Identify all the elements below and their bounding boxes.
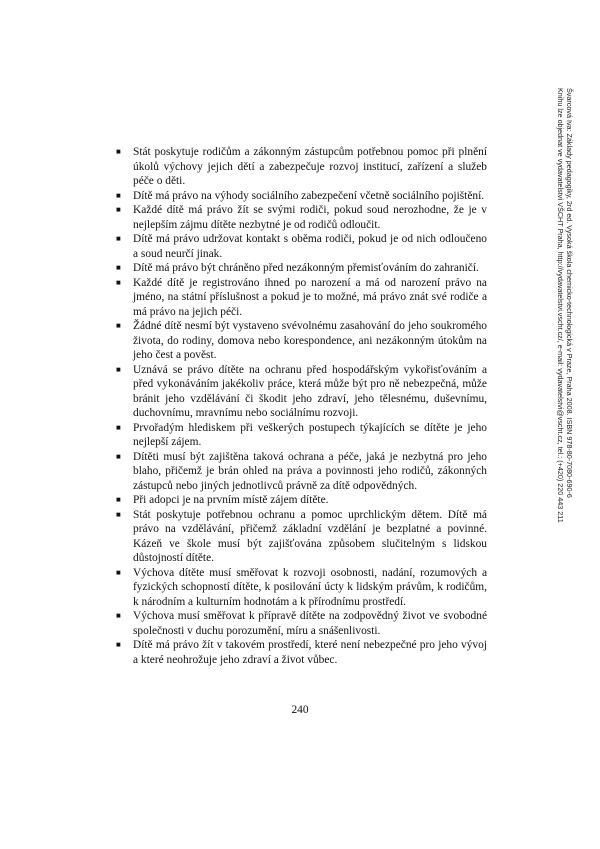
page-number: 240 [291,704,309,716]
list-item [116,609,487,638]
bullet-icon: ■ [116,640,121,649]
bullet-icon: ■ [116,422,121,432]
bullet-icon: ■ [116,321,121,330]
list-item [116,363,487,421]
list-item-text: Při adopci je na prvním místě zájem dítěte. [133,494,329,506]
list-item [116,450,487,494]
list-item-text: Dítě má právo na výhody sociálního zabezpečení včetně sociálního pojištění. [133,189,485,202]
bullet-icon: ■ [116,277,121,287]
side-note [556,88,574,668]
list-item [116,319,487,363]
bullet-icon: ■ [116,190,121,200]
list-item [116,421,487,450]
bullet-icon: ■ [116,364,121,374]
bullet-icon: ■ [116,611,121,620]
list-item-text: Dítě má právo být chráněno před nezákonným přemisťováním do zahraničí. [133,262,479,274]
bullet-icon: ■ [116,509,121,519]
list-item [116,276,487,320]
bullet-icon: ■ [116,263,121,272]
list-item-text: Dítě má právo žít v takovém prostředí, které není nebezpečné pro jeho vývoj a které neohrožuje jeho zdraví a život vůbec. [133,639,487,666]
bullet-icon: ■ [116,451,121,461]
list-item [116,189,487,204]
list-item-text: Stát poskytuje rodičům a zákonným zástupcům potřebnou pomoc při plnění úkolů výchovy jejich dětí a zabezpečuje rozvoj institucí, zařízení a služeb péče o děti. [133,146,487,187]
list-item [116,638,487,667]
side-note-text [556,88,574,523]
list-item-text: Prvořadým hlediskem při veškerých postupech týkajících se dítěte je jeho nejlepší zájem. [133,421,487,448]
list-item-text: Každé dítě má právo žít se svými rodiči, pokud soud nerozhodne, že je v nejlepším zájmu dítěte nezbytné je od rodičů odloučit. [133,204,487,231]
list-item [116,508,487,566]
list-item [116,566,487,610]
bullet-icon: ■ [116,495,121,504]
list-item [116,493,487,508]
list-item-text: Výchova musí směřovat k přípravě dítěte na zodpovědný život ve svobodné společnosti v duchu porozumění, míru a snášenlivosti. [133,610,487,637]
side-note-line-2: Knihu lze objednat ve vydavatelství VŠCHT Praha, http://vydavatelstvi.vscht.cz/, e-mail: vydavatelstvi@vscht.cz, tel.: (+420) 220 443 211 [556,88,565,523]
list-item-text: Uznává se právo dítěte na ochranu před hospodářským vykořisťováním a před vykonáváním jakékoliv práce, která může být pro ně nebezpečná, může bránit jeho vzdělávání či škodit jeho zdraví, jeho tělesnému, duševnímu, duchovnímu, mravnímu nebo sociálnímu rozvoji. [133,363,487,419]
bullet-icon: ■ [116,234,121,243]
list-item [116,145,487,189]
list-item-text: Stát poskytuje potřebnou ochranu a pomoc uprchlickým dětem. Dítě má právo na vzdělávání, přičemž základní vzdělání je bezplatné a povinné. Kázeň ve škole musí být zajišťována způsobem slučitelným s lidskou důstojností dítěte. [133,508,487,564]
bullet-icon: ■ [116,147,121,156]
list-item [116,261,487,276]
list-item [116,232,487,261]
list-item-text: Každé dítě je registrováno ihned po narození a má od narození právo na jméno, na státní příslušnost a pokud je to možné, má právo znát své rodiče a má právo na jejich péči. [133,276,487,318]
list-item [116,203,487,232]
side-note-line-1: Švarcová Iva: Základy pedagogiky, 2rd ed. Vysoká škola chemicko-technologická v Praze, Praha 2008. ISBN 978-80-7080-690-6 [565,88,574,498]
list-item-text: Žádné dítě nesmí být vystaveno svévolnému zasahování do jeho soukromého života, do rodiny, domova nebo korespondence, ani nezákonným útokům na jeho čest a pověst. [133,320,487,361]
bullet-icon: ■ [116,567,121,577]
list-item-text: Výchova dítěte musí směřovat k rozvoji osobnosti, nadání, rozumových a fyzických schopností dítěte, k posilování úcty k lidským právům, k rodičům, k národním a kulturním hodnotám a k přírodnímu prostředí. [133,566,487,608]
bullet-list [116,145,487,667]
list-item-text: Dítě má právo udržovat kontakt s oběma rodiči, pokud je od nich odloučeno a soud neurčí jinak. [133,233,487,260]
bullet-icon: ■ [116,205,121,214]
list-item-text: Dítěti musí být zajištěna taková ochrana a péče, jaká je nezbytná pro jeho blaho, přičemž je brán ohled na práva a povinnosti jeho rodičů, zákonných zástupců nebo jiných jednotlivců právně za dítě odpovědných. [133,450,487,492]
